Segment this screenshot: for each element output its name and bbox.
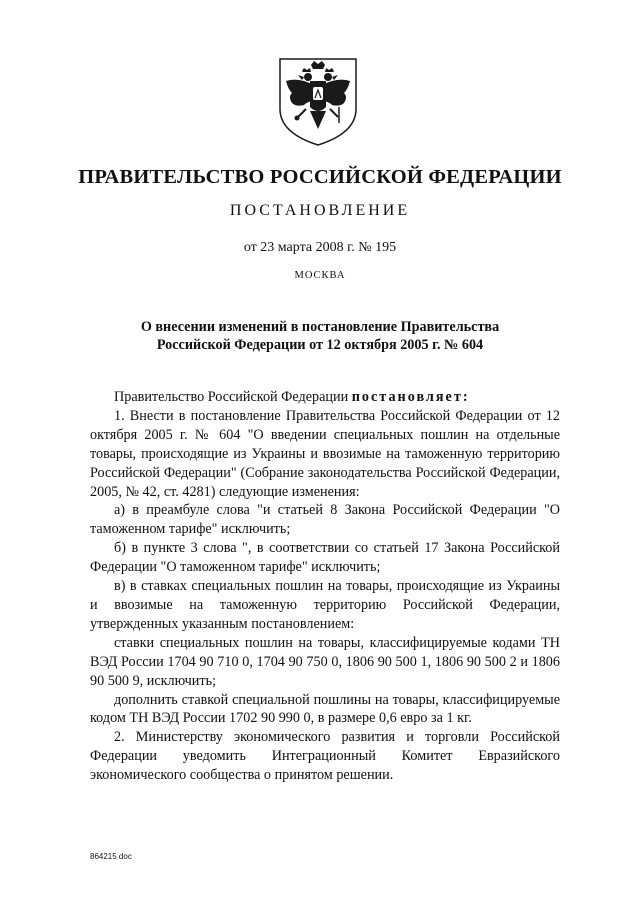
paragraph-a: а) в преамбуле слова "и статьей 8 Закона Российской Федерации "О таможенном тарифе" исключить; bbox=[90, 502, 560, 538]
paragraph-c-1: ставки специальных пошлин на товары, классифицируемые кодами ТН ВЭД России 1704 90 710 0, 1704 90 750 0, 1806 90 500 1, 1806 90 500 2 и 1806 90 500 9, исключить; bbox=[90, 634, 560, 689]
title-line: Российской Федерации от 12 октября 2005 г. № 604 bbox=[156, 337, 484, 353]
title-line: О внесении изменений в постановление Правительства bbox=[140, 319, 500, 335]
document-number: № 195 bbox=[358, 240, 397, 255]
government-name: ПРАВИТЕЛЬСТВО РОССИЙСКОЙ ФЕДЕРАЦИИ bbox=[78, 166, 562, 188]
paragraph-c: в) в ставках специальных пошлин на товары, происходящие из Украины и ввозимые на таможенную территорию Российской Федерации, утвержденных указанным постановлением: bbox=[90, 578, 560, 632]
document-title bbox=[90, 318, 550, 354]
decree-word: постановляет: bbox=[351, 389, 470, 405]
file-reference: 864215 doc bbox=[90, 852, 132, 861]
paragraph-b: б) в пункте 3 слова ", в соответствии со статьей 17 Закона Российской Федерации "О таможенном тарифе" исключить; bbox=[90, 540, 560, 576]
intro-text: Правительство Российской Федерации bbox=[114, 389, 352, 405]
document-body bbox=[90, 388, 560, 785]
document-type: ПОСТАНОВЛЕНИЕ bbox=[229, 202, 411, 219]
document-date: от 23 марта 2008 г. bbox=[243, 240, 355, 255]
paragraph-1: 1. Внести в постановление Правительства Российской Федерации от 12 октября 2005 г. № 604 "О введении специальных пошлин на отдельные товары, происходящие из Украины и ввозимые на таможенную территорию Российской Федерации" (Собрание законодательства Российской Федерации, 2005, № 42, ст. 4281) следующие изменения: bbox=[90, 407, 560, 500]
paragraph-c-2: дополнить ставкой специальной пошлины на товары, классифицируемые кодом ТН ВЭД России 1702 90 990 0, в размере 0,6 евро за 1 кг. bbox=[90, 691, 560, 727]
city: МОСКВА bbox=[294, 270, 346, 281]
intro-paragraph bbox=[90, 388, 560, 407]
date-line bbox=[0, 240, 640, 256]
paragraph-2: 2. Министерству экономического развития и торговли Российской Федерации уведомить Интеграционный Комитет Евразийского экономического сообщества о принятом решении. bbox=[90, 729, 560, 784]
russian-coat-of-arms-icon bbox=[276, 55, 360, 147]
